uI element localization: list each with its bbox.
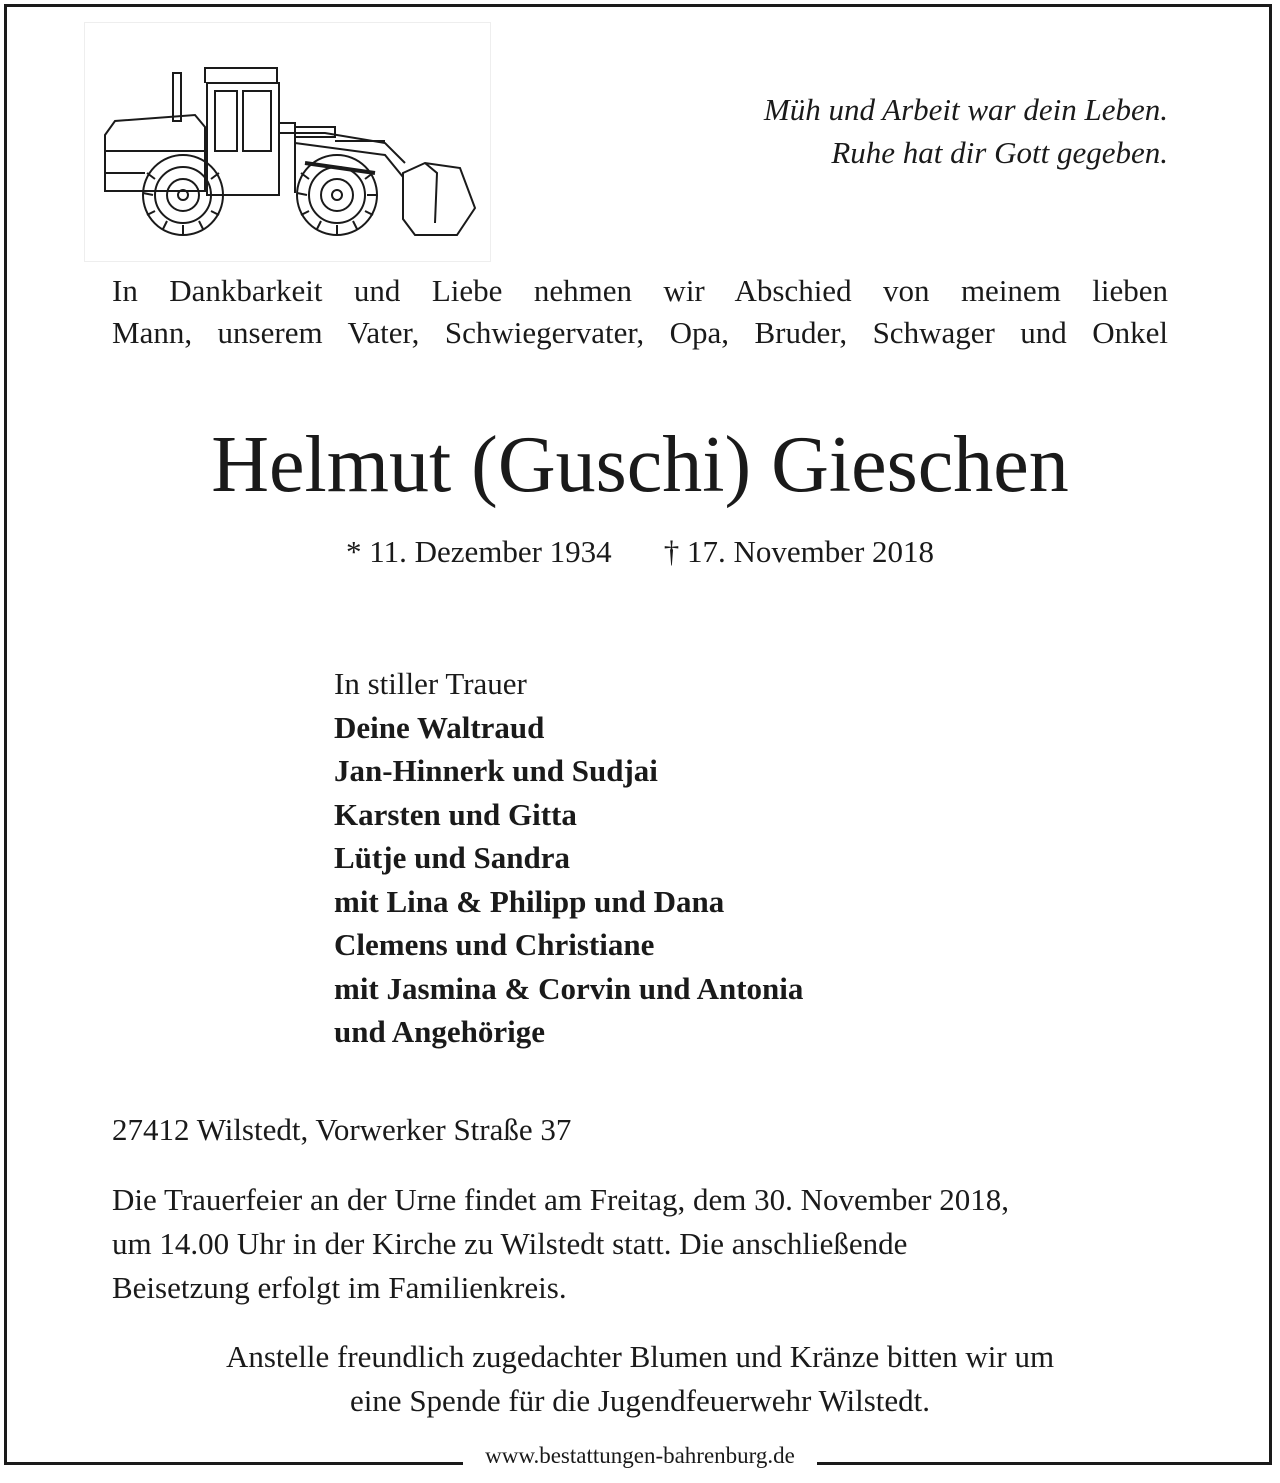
donation-request <box>0 1335 1280 1423</box>
motto-line-2: Ruhe hat dir Gott gegeben. <box>831 135 1168 170</box>
life-dates <box>0 530 1280 574</box>
intro-line-1: In Dankbarkeit und Liebe nehmen wir Abschied von meinem lieben <box>112 273 1168 308</box>
mourner-name: Jan-Hinnerk und Sudjai <box>334 753 658 788</box>
mourner-name: Lütje und Sandra <box>334 840 571 875</box>
footer <box>0 1438 1280 1474</box>
motto-verse <box>608 88 1168 174</box>
ceremony-text <box>112 1178 1168 1310</box>
mourner-name: und Angehörige <box>334 1014 546 1049</box>
donation-line-2: eine Spende für die Jugendfeuerwehr Wilstedt. <box>349 1383 931 1418</box>
family-address: 27412 Wilstedt, Vorwerker Straße 37 <box>112 1112 572 1147</box>
funeral-home-url[interactable]: www.bestattungen-bahrenburg.de <box>463 1438 817 1474</box>
wheel-loader-illustration <box>84 22 491 262</box>
mourners-heading: In stiller Trauer <box>334 666 527 701</box>
intro-text <box>112 270 1168 354</box>
mourner-name: Deine Waltraud <box>334 709 545 745</box>
motto-line-1: Müh und Arbeit war dein Leben. <box>763 92 1168 127</box>
death-date: † 17. November 2018 <box>663 534 935 569</box>
mourners-block <box>334 662 1034 1054</box>
deceased-name: Helmut (Guschi) Gieschen <box>211 421 1069 509</box>
birth-date: * 11. Dezember 1934 <box>345 534 612 569</box>
donation-line-1: Anstelle freundlich zugedachter Blumen und Kränze bitten wir um <box>225 1339 1055 1374</box>
intro-line-2: Mann, unserem Vater, Schwiegervater, Opa, Bruder, Schwager und Onkel <box>112 315 1168 350</box>
mourner-name: Clemens und Christiane <box>334 927 655 962</box>
mourner-name: mit Lina & Philipp und Dana <box>334 883 725 919</box>
wheel-loader-icon <box>85 23 490 261</box>
mourner-name: Karsten und Gitta <box>334 796 577 832</box>
mourner-name: mit Jasmina & Corvin und Antonia <box>334 970 804 1006</box>
ceremony-line-1: Die Trauerfeier an der Urne findet am Freitag, dem 30. November 2018, <box>112 1182 1010 1217</box>
ceremony-line-3: Beisetzung erfolgt im Familienkreis. <box>112 1270 567 1305</box>
ceremony-line-2: um 14.00 Uhr in der Kirche zu Wilstedt statt. Die anschließende <box>112 1226 908 1261</box>
